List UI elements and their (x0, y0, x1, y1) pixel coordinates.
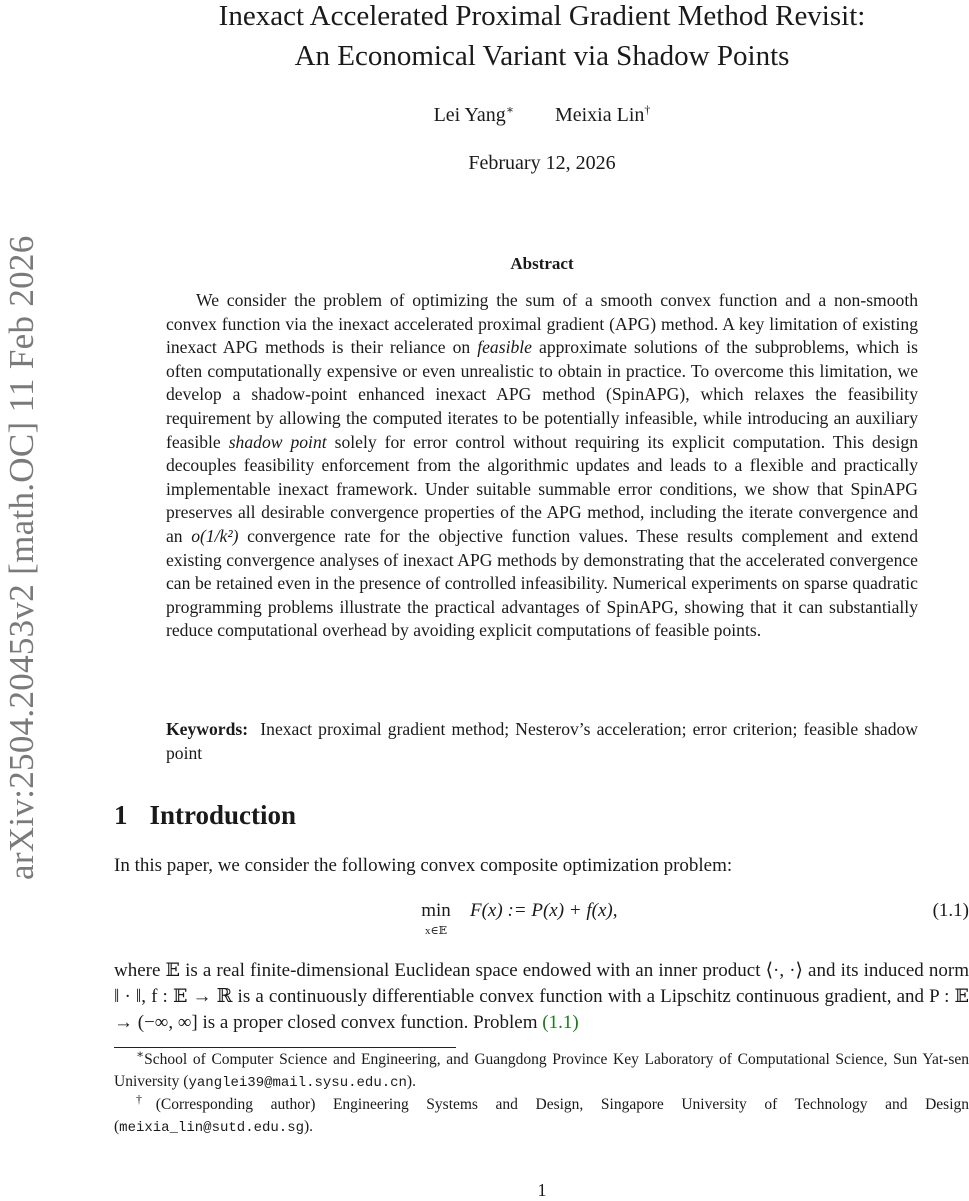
keywords (166, 718, 918, 765)
equation-subscript: x∈𝔼 (424, 925, 448, 937)
intro-sentence: In this paper, we consider the following convex composite optimization problem: (114, 855, 733, 876)
author-list (0, 104, 969, 127)
footnote-divider (114, 1047, 456, 1048)
keywords-label: Keywords: (166, 719, 249, 739)
paper-title-line1: Inexact Accelerated Proximal Gradient Method Revisit: (218, 0, 866, 32)
author-1: Lei Yang∗ (433, 102, 514, 126)
author-1-footnote-mark[interactable]: ∗ (505, 102, 514, 117)
footnote-1-mark: ∗ (136, 1046, 145, 1061)
section-heading (114, 800, 296, 831)
author-2: Meixia Lin† (554, 102, 651, 126)
abstract-emphasis-shadow-point: shadow point (228, 431, 327, 452)
equation-number: (1.1) (932, 900, 969, 921)
page-number: 1 (537, 1180, 547, 1200)
section-title: Introduction (149, 800, 297, 830)
paper-title-line2: An Economical Variant via Shadow Points (294, 40, 790, 72)
equation-min: min (421, 900, 451, 921)
footnote-2-email[interactable]: meixia_lin@sutd.edu.sg (119, 1120, 305, 1136)
footnote-2: †(Corresponding author) Engineering Systems and Design, Singapore University of Technology and Design (meixia_lin@sutd.edu.sg). (114, 1091, 969, 1136)
abstract-heading: Abstract (510, 254, 574, 273)
keywords-text: Inexact proximal gradient method; Nesterov’s acceleration; error criterion; feasible shadow point (166, 719, 919, 763)
arxiv-identifier: arXiv:2504.20453v2 [math.OC] 11 Feb 2026 (2, 235, 41, 880)
author-2-footnote-mark[interactable]: † (644, 102, 651, 117)
section-number: 1 (114, 800, 128, 830)
abstract-body: We consider the problem of optimizing the sum of a smooth convex function and a non-smooth convex function via the inexact accelerated proximal gradient (APG) method. A key limitation of existing inexact APG methods is their reliance on feasible approximate solutions of the subproblems, which is often computationally expensive or even unrealistic to obtain in practice. To overcome this limitation, we develop a shadow-point enhanced inexact APG method (SpinAPG), which relaxes the feasibility requirement by allowing the computed iterates to be potentially infeasible, while introducing an auxiliary feasible shadow point solely for error control without requiring its explicit computation. This design decouples feasibility enforcement from the algorithmic updates and leads to a flexible and practically implementable inexact framework. Under suitable summable error conditions, we show that SpinAPG preserves all desirable convergence properties of the APG method, including the iterate convergence and an o(1/k²) convergence rate for the objective function values. These results complement and extend existing convergence analyses of inexact APG methods by demonstrating that the accelerated convergence can be retained even in the presence of controlled infeasibility. Numerical experiments on sparse quadratic programming problems illustrate the practical advantages of SpinAPG, showing that it can substantially reduce computational overhead by avoiding explicit computations of feasible points. (166, 290, 918, 641)
publication-date: February 12, 2026 (468, 152, 616, 174)
footnote-2-mark: † (136, 1091, 156, 1106)
abstract-emphasis-feasible: feasible (477, 337, 532, 358)
footnote-1: ∗School of Computer Science and Engineering, and Guangdong Province Key Laboratory of Computational Science, Sun Yat-sen University (yanglei39@mail.sysu.edu.cn). (114, 1046, 969, 1091)
footnote-1-email[interactable]: yanglei39@mail.sysu.edu.cn (188, 1075, 407, 1091)
intro-paragraph: where 𝔼 is a real finite-dimensional Euclidean space endowed with an inner product ⟨·, ·⟩ and its induced norm ‖ · ‖, f : 𝔼 → ℝ is a continuously differentiable convex function with a Lipschitz continuous gradient, and P : 𝔼 → (−∞, ∞] is a proper closed convex function. Problem (1.1) (114, 960, 969, 1033)
equation-reference-link[interactable]: (1.1) (542, 1012, 579, 1033)
equation-body: F(x) := P(x) + f(x), (470, 900, 618, 921)
abstract-rate: o(1/k²) (191, 525, 239, 546)
